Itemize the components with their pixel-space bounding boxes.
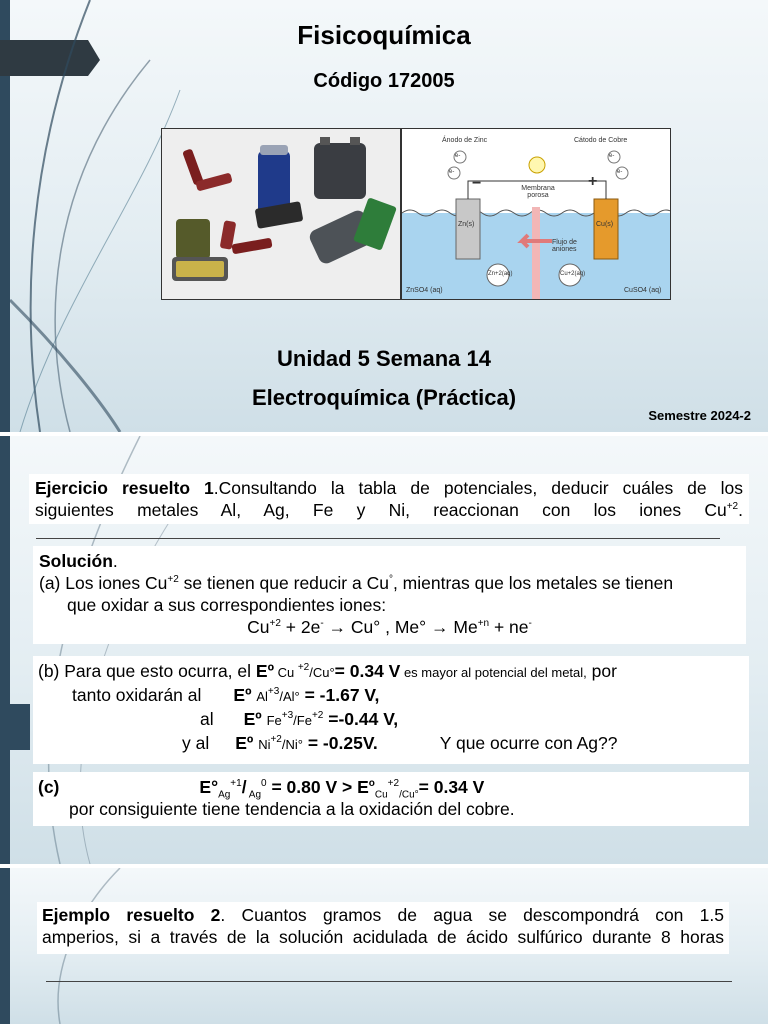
b-line1-pre: (b) Para que esto ocurra, el [38, 661, 256, 681]
exercise-statement: Ejercicio resuelto 1.Consultando la tabla de potenciales, deducir cuáles de los siguientes metales Al, Ag, Fe y Ni, reaccionan con los iones $Cu^{+2}$. [29, 474, 749, 524]
left-solution-label: ZnSO4 (aq) [406, 287, 443, 294]
membrane-label: Membrana porosa [521, 185, 555, 199]
divider-line [36, 538, 720, 539]
electrochemical-cell-diagram [401, 128, 671, 300]
a-equation: $Cu^{+2} + 2e^- \to Cu^\circ$ , $Me^\circ \to Me^{+n} + ne^-$ [247, 617, 532, 637]
slide-title-text: Fisicoquímica [297, 20, 471, 50]
exercise-label: Ejercicio resuelto 1 [35, 478, 214, 498]
a-line1-post: , mientras que los metales se tienen [392, 573, 674, 593]
solution-part-a: Solución. (a) Los iones $Cu^{+2}$ se tienen que reducir a Cu°, mientras que los metales se tienen que oxidar a sus correspondientes iones: $Cu^{+2} + 2e^- \to Cu^\circ$ , $Me^\circ \to Me^{+n} + ne^-$ [33, 546, 746, 644]
electron-label-2: e- [449, 169, 455, 175]
solution-part-b: (b) Para que esto ocurra, el Eº Cu $^{+2}$/Cu°= 0.34 V es mayor al potencial del metal, por tanto oxidarán al Eº $Al^{+3}/Al^\circ = -1.67$ V, al Eº $Fe^{+3}/Fe^{+2} =-0.44$ V, y al Eº $Ni^{+2}/Ni^\circ = -0.25V$. Y que ocurre con Ag?? [33, 656, 749, 764]
plus-sign: + [588, 173, 598, 190]
solution-part-c: (c) $E^\circ_{Ag}^{+1}/$ $_{Ag}^0$ = 0.80 $V > E^o_{Cu}^{+2}_{/Cu^\circ}= 0.34$ V por consiguiente tiene tendencia a la oxidación del cobre. [33, 772, 749, 826]
a-line1-pre: (a) Los iones Cu [39, 573, 168, 593]
electron-label-3: e- [609, 153, 615, 159]
a-line2: que oxidar a sus correspondientes iones: [67, 595, 387, 615]
slide-exercise-1 [0, 436, 768, 864]
c-line2: por consiguiente tiene tendencia a la oxidación del cobre. [69, 799, 515, 819]
slide-example-2 [0, 868, 768, 1024]
b-line2-pre: tanto oxidarán al [72, 685, 202, 705]
right-solution-label: CuSO4 (aq) [624, 287, 662, 294]
a-line1-mid: se tienen que reducir a Cu [178, 573, 389, 593]
unit-week-title: Unidad 5 Semana 14 [277, 346, 491, 371]
a-line1-sup2: ° [388, 574, 393, 586]
cu-electrode-label: Cu(s) [596, 221, 614, 228]
example-line1: . Cuantos gramos de agua se descompondrá con 1.5 [220, 905, 724, 925]
example-line2: amperios, si a través de la solución acidulada de ácido sulfúrico durante 8 horas [42, 927, 724, 947]
divider-line-3 [46, 981, 732, 982]
b-question: Y que ocurre con Ag?? [439, 733, 618, 753]
slide-title [0, 0, 768, 432]
example-statement [37, 902, 729, 954]
a-line1-sup: +2 [167, 574, 179, 586]
b-line4-pre: y al [182, 733, 210, 753]
b-line3-pre: al [200, 709, 214, 729]
anode-label: Ánodo de Zinc [442, 137, 488, 144]
topic-title: Electroquímica (Práctica) [251, 385, 517, 410]
example-label: Ejemplo resuelto 2 [42, 905, 221, 925]
solution-label: Solución [39, 551, 113, 571]
zn-electrode-label: Zn(s) [458, 221, 475, 228]
electron-label-1: e- [455, 153, 461, 159]
cu-ion-label: Cu+2(aq) [560, 271, 586, 277]
cell-drawing [402, 129, 671, 300]
zn-ion-label: Zn+2(aq) [488, 271, 513, 277]
exercise-sup: +2 [726, 501, 739, 513]
anion-flow-label: Flujo de aniones [552, 239, 577, 253]
c-label: (c) [38, 777, 60, 797]
exercise-text-2: siguientes metales Al, Ag, Fe y Ni, reaccionan con los iones Cu [35, 500, 727, 520]
batteries-illustration [162, 129, 401, 300]
cathode-label: Cátodo de Cobre [574, 137, 628, 144]
electron-label-4: e- [617, 169, 623, 175]
minus-sign: − [472, 175, 482, 192]
semester-label: Semestre 2024-2 [648, 408, 751, 423]
exercise-text-1: .Consultando la tabla de potenciales, deducir cuáles de los [213, 478, 743, 498]
batteries-photo [161, 128, 401, 300]
course-code: Código 172005 [313, 70, 455, 92]
